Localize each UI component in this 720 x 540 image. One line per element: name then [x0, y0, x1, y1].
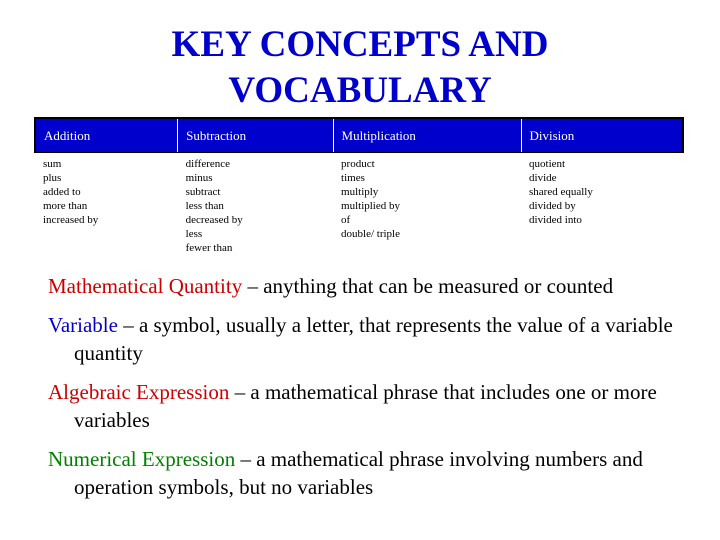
header-subtraction: Subtraction: [178, 118, 333, 153]
list-item: of: [341, 214, 351, 226]
list-item: divided into: [529, 214, 582, 226]
list-item: plus: [43, 172, 62, 184]
list-item: product: [341, 158, 375, 170]
title-line-2: VOCABULARY: [228, 70, 492, 111]
list-item: increased by: [43, 214, 99, 226]
list-item: added to: [43, 186, 81, 198]
definition-term: Variable: [48, 313, 118, 337]
header-division: Division: [521, 118, 683, 153]
definition-variable: [48, 311, 688, 367]
definition-mathematical-quantity: [48, 272, 688, 300]
list-item: less than: [185, 200, 224, 212]
list-item: fewer than: [185, 242, 233, 254]
addition-words: [35, 153, 178, 260]
definition-numerical-expression: [48, 445, 688, 501]
header-addition: Addition: [35, 118, 178, 153]
list-item: divide: [529, 172, 557, 184]
list-item: multiply: [341, 186, 379, 198]
definition-algebraic-expression: [48, 378, 688, 434]
list-item: more than: [43, 200, 88, 212]
list-item: double/ triple: [341, 228, 400, 240]
list-item: times: [341, 172, 365, 184]
definition-text: – a mathematical phrase that includes one or more variables: [74, 380, 657, 432]
definition-text: – a mathematical phrase involving numbers and operation symbols, but no variables: [74, 447, 643, 499]
header-multiplication: Multiplication: [333, 118, 521, 153]
title-line-1: KEY CONCEPTS AND: [171, 24, 549, 65]
table-body-row: [35, 153, 683, 260]
multiplication-words: [333, 153, 521, 260]
division-words: [521, 153, 683, 260]
vocabulary-table: [34, 117, 684, 259]
definition-text: – a symbol, usually a letter, that represents the value of a variable quantity: [74, 313, 673, 365]
list-item: decreased by: [185, 214, 243, 226]
definitions-list: [48, 272, 688, 512]
list-item: divided by: [529, 200, 576, 212]
list-item: less: [185, 228, 203, 240]
list-item: subtract: [185, 186, 221, 198]
definition-text: – anything that can be measured or counted: [242, 274, 614, 298]
list-item: multiplied by: [341, 200, 401, 212]
definition-term: Mathematical Quantity: [48, 274, 243, 298]
list-item: shared equally: [529, 186, 593, 198]
definition-term: Algebraic Expression: [48, 380, 230, 404]
list-item: difference: [185, 158, 231, 170]
subtraction-words: [178, 153, 333, 260]
table-header-row: [35, 118, 683, 153]
definition-term: Numerical Expression: [48, 447, 236, 471]
page-title: [0, 22, 720, 114]
list-item: sum: [43, 158, 62, 170]
list-item: quotient: [529, 158, 566, 170]
list-item: minus: [185, 172, 213, 184]
